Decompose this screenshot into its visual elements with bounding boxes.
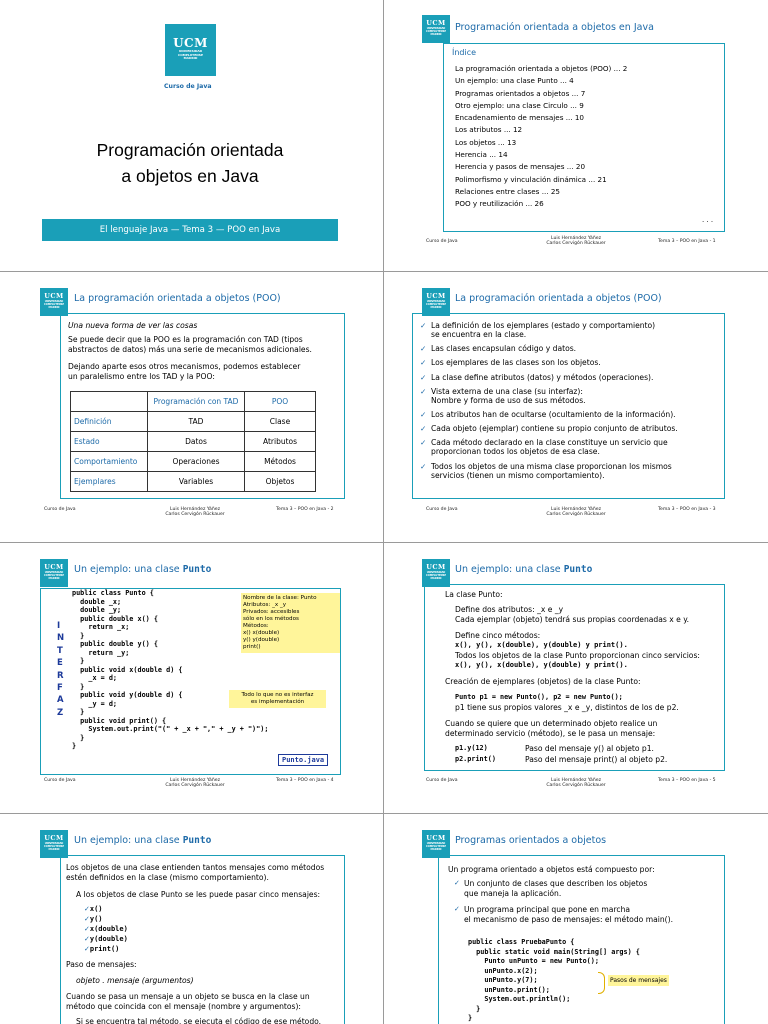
logo-sub: UNIVERSIDAD [44, 842, 64, 845]
code-line: } [72, 682, 85, 691]
subtitle-banner: El lenguaje Java — Tema 3 — POO en Java [42, 219, 338, 241]
code-line: public double x() { [72, 614, 158, 623]
code-line: System.out.print("(" + _x + "," + _y + ")"); [72, 725, 269, 733]
code-line: unPunto.y(7); [468, 976, 538, 984]
message-item [84, 914, 128, 924]
ucm-logo [422, 559, 450, 587]
bullet-line: Vista externa de una clase (su interfaz): [431, 386, 583, 396]
title-text: Un ejemplo: una clase [74, 564, 180, 575]
ucm-logo [422, 830, 450, 858]
text-line: Los objetos de una clase entienden tantos mensajes como métodos [66, 863, 325, 872]
logo-sub: MADRID [430, 306, 442, 309]
code-line: public void print() { [72, 716, 167, 725]
check-icon: ✓ [454, 879, 460, 887]
interfaz-letter: R [57, 670, 64, 681]
message-item [84, 924, 128, 934]
text-line: determinado servicio (método), se le pasa un mensaje: [445, 729, 656, 738]
title-line: a objetos en Java [121, 166, 259, 186]
table-cell: Métodos [245, 452, 316, 472]
text-line: Un conjunto de clases que describen los objetos [464, 879, 648, 888]
code-line: Punto unPunto = new Punto(); [468, 957, 599, 965]
footer-authors [541, 236, 611, 247]
table-cell: Datos [148, 432, 245, 452]
logo-text: UCM [44, 292, 64, 300]
logo-sub: UNIVERSIDAD [426, 842, 446, 845]
author: Luis Hernández Yáñez [551, 507, 601, 512]
table-header-cell: POO [245, 392, 316, 412]
slide-title [455, 564, 592, 575]
text-line: La clase Punto: [445, 590, 503, 599]
check-icon: ✓ [84, 925, 90, 933]
check-icon: ✓ [84, 945, 90, 953]
code-line: p2.print() [455, 755, 496, 763]
code-line: p1.y(12) [455, 744, 488, 752]
bullet-list [420, 321, 720, 485]
table-row [71, 452, 316, 472]
logo-sub: MADRID [430, 577, 442, 580]
text-line: Si se encuentra tal método, se ejecuta el código de ese método. [76, 1017, 322, 1024]
logo-sub: UNIVERSIDAD [426, 571, 446, 574]
code-line: public void y(double d) { [72, 691, 183, 699]
text-line: Cuando se quiere que un determinado objeto realice un [445, 719, 658, 728]
slide-title: Programas orientados a objetos [455, 835, 607, 846]
text-line: el mecanismo de paso de mensajes: el método main(). [464, 915, 674, 924]
paragraph-line: Se puede decir que la POO es la programación con TAD (tipos [68, 335, 303, 344]
table-header-cell: Programación con TAD [148, 392, 245, 412]
code-line: unPunto.x(2); [468, 966, 538, 975]
check-icon: ✓ [84, 915, 90, 923]
slide-title [74, 835, 211, 846]
bullet-line: La clase define atributos (datos) y métodos (operaciones). [431, 372, 654, 382]
index-item: Un ejemplo: una clase Punto ... 4 [455, 76, 574, 86]
code-line: return _x; [72, 623, 130, 631]
brace-icon [598, 972, 605, 994]
bullet-item [420, 321, 720, 339]
text-line: Cada ejemplar (objeto) tendrá sus propias coordenadas x e y. [455, 615, 690, 624]
text-line: Paso de mensajes: [66, 960, 137, 969]
bullet-item [420, 387, 720, 405]
message-text: y() [89, 915, 103, 923]
code-line: public class PruebaPunto { [468, 938, 575, 946]
index-item: POO y reutilización ... 26 [455, 199, 544, 209]
slide-messages [0, 813, 384, 1024]
footer-page: Tema 3 – POO en Java - 1 [658, 239, 716, 244]
logo-sub: MADRID [48, 848, 60, 851]
text-line: Paso del mensaje y() al objeto p1. [525, 744, 654, 753]
table-row [71, 472, 316, 492]
check-icon: ✓ [420, 321, 427, 330]
note-line: x() x(double) [243, 630, 280, 636]
logo-sub: COMPLUTENSE [44, 574, 64, 577]
check-icon: ✓ [420, 344, 427, 354]
logo-sub: UNIVERSIDAD [44, 300, 64, 303]
file-label: Punto.java [278, 754, 328, 766]
bullet-item [420, 358, 720, 367]
title-code: Punto [563, 564, 593, 575]
logo-text: UCM [173, 36, 208, 50]
footer-left: Curso de Java [426, 507, 458, 512]
bullet-line: Los atributos han de ocultarse (ocultamiento de la información). [431, 409, 676, 419]
bullet-item [420, 344, 720, 353]
text-line: A los objetos de clase Punto se les puede pasar cinco mensajes: [76, 890, 321, 899]
code-line: double _y; [72, 606, 122, 614]
paragraph-line: Dejando aparte esos otros mecanismos, podemos establecer [68, 362, 301, 371]
check-icon: ✓ [454, 905, 460, 913]
bullet-line: Los ejemplares de las clases son los objetos. [431, 358, 601, 368]
logo-sub: MADRID [48, 306, 60, 309]
code-line: } [72, 733, 85, 742]
author: Carlos Cervigón Rückauer [165, 783, 225, 789]
implementation-note [229, 690, 326, 708]
code-line: return _y; [72, 648, 130, 657]
bullet-line: se encuentra en la clase. [431, 330, 527, 339]
table-cell: Operaciones [148, 452, 245, 472]
index-label: Índice [452, 48, 477, 57]
note-line: Nombre de la clase: Punto [243, 595, 317, 601]
footer-left: Curso de Java [44, 778, 76, 783]
logo-sub: UNIVERSIDAD [426, 27, 446, 30]
bullet-item [420, 410, 720, 419]
logo-text: UCM [426, 19, 446, 27]
check-icon: ✓ [420, 424, 427, 434]
check-icon: ✓ [84, 935, 90, 943]
note-line: Todo lo que no es interfaz [241, 692, 314, 698]
ucm-logo [40, 288, 68, 316]
table-cell: Variables [148, 472, 245, 492]
author: Carlos Cervigón Rückauer [165, 512, 225, 518]
bullet-item [420, 424, 720, 433]
logo-text: UCM [426, 834, 446, 842]
table-cell: Objetos [245, 472, 316, 492]
title-line: Programación orientada [96, 140, 284, 160]
message-item [84, 904, 128, 914]
footer-left: Curso de Java [426, 239, 458, 244]
author: Luis Hernández Yáñez [551, 778, 601, 783]
check-icon: ✓ [420, 358, 427, 368]
note-line: sólo en los métodos [243, 616, 299, 622]
code-line: public class Punto { [72, 589, 154, 597]
slide-punto-explained [384, 542, 768, 813]
slide-title [0, 0, 384, 271]
logo-sub: COMPLUTENSE [426, 845, 446, 848]
logo-sub: COMPLUTENSE [178, 52, 203, 57]
index-item: Los objetos ... 13 [455, 137, 517, 147]
footer-page: Tema 3 – POO en Java - 5 [658, 778, 716, 783]
slide-title: Programación orientada a objetos en Java [455, 22, 654, 33]
logo-sub: COMPLUTENSE [426, 303, 446, 306]
index-list [455, 63, 627, 211]
code-line: _x = d; [72, 674, 118, 682]
check-icon: ✓ [420, 372, 427, 382]
check-icon: ✓ [420, 409, 427, 419]
index-item: Polimorfismo y vinculación dinámica ... 21 [455, 174, 607, 184]
bullet-line: Nombre y forma de uso de sus métodos. [431, 395, 586, 405]
bullet-line: Todos los objetos de una misma clase proporcionan los mismos [431, 461, 672, 471]
text-line: Cuando se pasa un mensaje a un objeto se busca en la clase un [66, 992, 310, 1001]
index-item: Herencia y pasos de mensajes ... 20 [455, 162, 586, 172]
index-item: Programas orientados a objetos ... 7 [455, 88, 586, 98]
ucm-logo [40, 830, 68, 858]
bullet-line: servicios (tienen un mismo comportamiento). [431, 470, 605, 480]
code-line: } [72, 708, 85, 716]
ucm-logo [422, 15, 450, 43]
slide-programs [384, 813, 768, 1024]
logo-sub: MADRID [430, 848, 442, 851]
footer-page: Tema 3 – POO en Java - 3 [658, 507, 716, 512]
check-icon: ✓ [420, 461, 427, 471]
table-cell: Clase [245, 412, 316, 432]
interfaz-letter: N [57, 633, 65, 644]
table-row [71, 432, 316, 452]
index-item: Otro ejemplo: una clase Circulo ... 9 [455, 100, 584, 110]
code-line: public double y() { [72, 640, 158, 648]
logo-sub: UNIVERSIDAD [426, 300, 446, 303]
logo-text: UCM [426, 563, 446, 571]
author: Carlos Cervigón Rückauer [546, 241, 606, 247]
code-line: _y = d; [72, 699, 118, 708]
interfaz-letter: T [57, 645, 63, 656]
title-code: Punto [182, 835, 212, 846]
code-line: } [72, 657, 85, 665]
index-item: Relaciones entre clases ... 25 [455, 186, 560, 196]
table-cell: Estado [71, 432, 148, 452]
ucm-logo [422, 288, 450, 316]
logo-text: UCM [44, 563, 64, 571]
footer-authors [160, 778, 230, 789]
paragraph-line: abstractos de datos) más una serie de mecanismos adicionales. [68, 345, 312, 354]
note-line: print() [243, 644, 261, 650]
bullet-line: Cada método declarado en la clase constituye un servicio que [431, 438, 668, 448]
slide-main-title [40, 137, 340, 189]
message-text: x() [89, 905, 103, 913]
paragraph-line: un paralelismo entre los TAD y la POO: [68, 372, 215, 381]
logo-sub: UNIVERSIDAD [44, 571, 64, 574]
code-line: } [72, 742, 77, 750]
text-line: Define cinco métodos: [455, 631, 541, 640]
title-code: Punto [182, 564, 212, 575]
logo-sub: UNIVERSIDAD [178, 49, 203, 53]
class-note [241, 593, 340, 653]
code-line: double _x; [72, 597, 122, 606]
logo-sub: COMPLUTENSE [426, 30, 446, 33]
footer-left: Curso de Java [44, 507, 76, 512]
title-text: Un ejemplo: una clase [74, 835, 180, 846]
note-line: es implementación [250, 699, 305, 705]
code-block [72, 589, 268, 751]
logo-sub: MADRID [430, 33, 442, 36]
text-line: Un programa orientado a objetos está compuesto por: [448, 865, 655, 874]
footer-page: Tema 3 – POO en Java - 4 [276, 778, 334, 783]
slide-title: La programación orientada a objetos (POO) [455, 293, 662, 304]
index-item: La programación orientada a objetos (POO) ... 2 [455, 64, 628, 73]
table-row [71, 412, 316, 432]
syntax-line: objeto . mensaje (argumentos) [76, 976, 194, 985]
slide-punto-code [0, 542, 384, 813]
footer-left: Curso de Java [426, 778, 458, 783]
message-text: x(double) [89, 925, 128, 933]
interfaz-letter: I [57, 621, 61, 631]
slide-title: La programación orientada a objetos (POO) [74, 293, 281, 304]
footer-authors [541, 778, 611, 789]
bullet-line: Cada objeto (ejemplar) contiene su propio conjunto de atributos. [431, 424, 678, 434]
author: Luis Hernández Yáñez [551, 236, 601, 241]
logo-sub: MADRID [183, 56, 198, 60]
code-line: x(), y(), x(double), y(double) y print(). [455, 641, 628, 649]
text-line: Paso del mensaje print() al objeto p2. [525, 755, 668, 764]
message-text: y(double) [89, 935, 128, 943]
index-item: Herencia ... 14 [455, 150, 508, 160]
footer-authors [541, 507, 611, 518]
logo-sub: MADRID [48, 577, 60, 580]
note-line: Privados: accesibles [243, 609, 300, 615]
check-icon: ✓ [420, 438, 427, 448]
text-line: método que coincida con el mensaje (nombre y argumentos): [66, 1002, 301, 1011]
code-line: public void x(double d) { [72, 665, 183, 674]
message-item [84, 944, 128, 954]
index-item: Los atributos ... 12 [455, 125, 523, 135]
ellipsis: . . . [702, 216, 714, 224]
interfaz-letter: A [57, 695, 64, 706]
text-line: Define dos atributos: _x e _y [455, 605, 564, 614]
code-line: public static void main(String[] args) { [468, 947, 640, 956]
bullet-line: La definición de los ejemplares (estado y comportamiento) [431, 321, 656, 330]
course-name: Curso de Java [164, 83, 212, 90]
table-cell: Ejemplares [71, 472, 148, 492]
logo-text: UCM [426, 292, 446, 300]
check-icon: ✓ [420, 386, 427, 396]
bullet-item [420, 462, 720, 480]
bullet-item [420, 373, 720, 382]
messages-note: Pasos de mensajes [610, 977, 667, 984]
title-text: Un ejemplo: una clase [455, 564, 561, 575]
author: Luis Hernández Yáñez [170, 507, 220, 512]
note-line: Métodos: [243, 623, 269, 629]
check-icon: ✓ [84, 905, 90, 913]
message-item [84, 934, 128, 944]
message-list [84, 904, 128, 954]
ucm-logo [40, 559, 68, 587]
interfaz-letter: F [57, 683, 63, 694]
text-line: p1 tiene sus propios valores _x e _y, distintos de los de p2. [455, 703, 679, 712]
footer-authors [160, 507, 230, 518]
bullet-line: Las clases encapsulan código y datos. [431, 344, 577, 354]
interfaz-letter: Z [57, 707, 64, 718]
code-line: } [72, 631, 85, 640]
code-line: System.out.println(); [468, 995, 571, 1003]
heading: Una nueva forma de ver las cosas [68, 321, 198, 330]
logo-sub: COMPLUTENSE [44, 303, 64, 306]
code-line: Punto p1 = new Punto(), p2 = new Punto(); [455, 693, 623, 701]
ucm-logo [165, 24, 216, 76]
code-line: x(), y(), x(double), y(double) y print(). [455, 661, 628, 669]
slide-title [74, 564, 211, 575]
interfaz-letter: E [57, 658, 63, 669]
author: Carlos Cervigón Rückauer [546, 512, 606, 518]
author: Luis Hernández Yáñez [170, 778, 220, 783]
author: Carlos Cervigón Rückauer [546, 783, 606, 789]
bullet-item [420, 438, 720, 456]
table-cell: Comportamiento [71, 452, 148, 472]
tad-poo-table [70, 391, 316, 492]
logo-sub: COMPLUTENSE [44, 845, 64, 848]
index-item: Encadenamiento de mensajes ... 10 [455, 113, 585, 123]
logo-sub: COMPLUTENSE [426, 574, 446, 577]
footer-page: Tema 3 – POO en Java - 2 [276, 507, 334, 512]
slide-index [384, 0, 768, 271]
text-line: Todos los objetos de la clase Punto proporcionan cinco servicios: [455, 651, 700, 660]
table-cell: Definición [71, 412, 148, 432]
logo-text: UCM [44, 834, 64, 842]
note-line: y() y(double) [243, 637, 280, 643]
interfaz-letters [57, 620, 64, 719]
code-line: } [468, 1004, 481, 1013]
slide-poo-bullets [384, 271, 768, 542]
text-line: estén definidos en la clase (mismo comportamiento). [66, 873, 269, 882]
table-cell: Atributos [245, 432, 316, 452]
table-cell [71, 392, 148, 412]
table-header-row [71, 392, 316, 412]
text-line: que maneja la aplicación. [464, 889, 562, 898]
message-text: print() [89, 945, 120, 953]
text-line: Un programa principal que pone en marcha [464, 905, 631, 914]
table-cell: TAD [148, 412, 245, 432]
bullet-line: proporcionan todos los objetos de esa clase. [431, 447, 600, 457]
text-line: Creación de ejemplares (objetos) de la clase Punto: [445, 677, 641, 686]
code-line: } [468, 1014, 473, 1022]
note-line: Atributos: _x _y [243, 602, 287, 608]
code-line: unPunto.print(); [468, 985, 550, 994]
